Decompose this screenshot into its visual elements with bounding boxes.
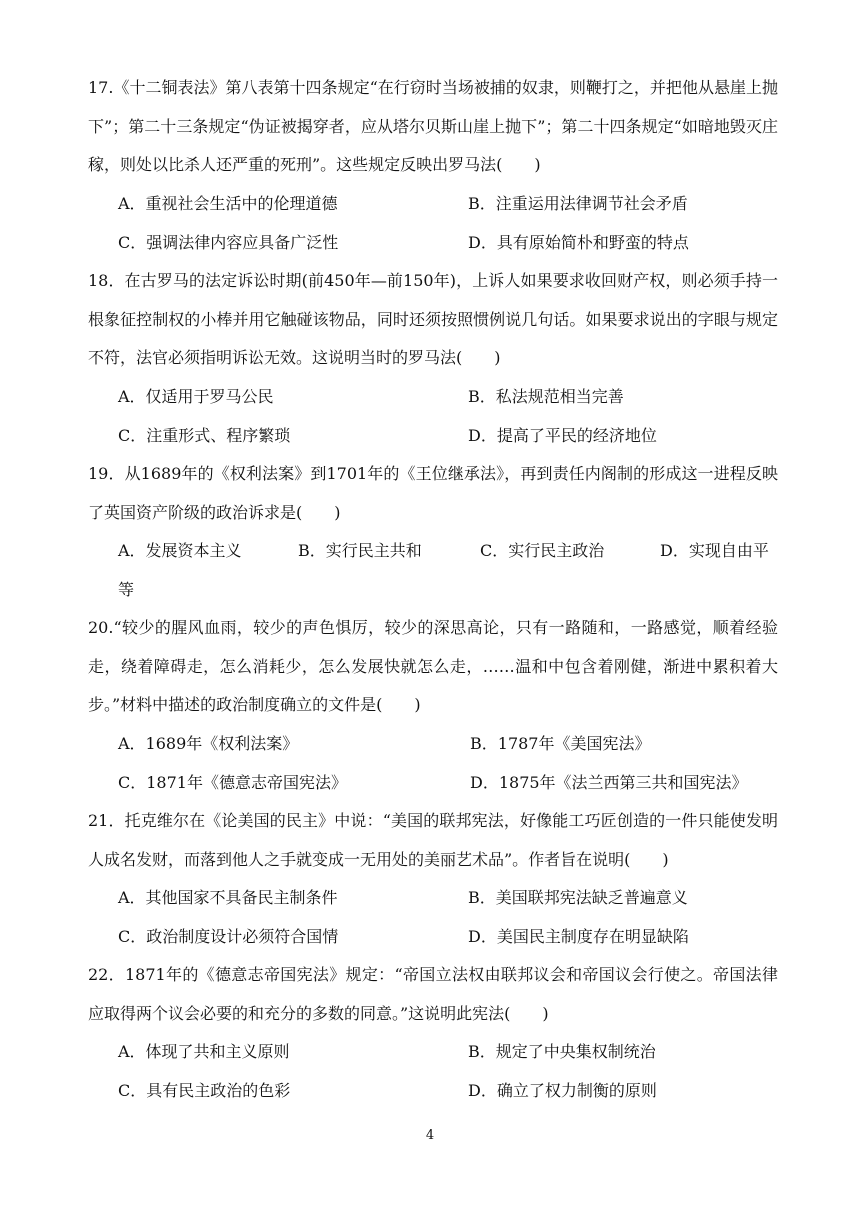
option-b: B．实行民主共和 bbox=[298, 541, 422, 560]
option-a: A．发展资本主义 bbox=[118, 541, 242, 560]
option-a: A．体现了共和主义原则 bbox=[118, 1042, 290, 1061]
question-22-stem: 22．1871年的《德意志帝国宪法》规定：“帝国立法权由联邦议会和帝国议会行使之。帝国法律应取得两个议会必要的和充分的多数的同意。”这说明此宪法( ) bbox=[88, 965, 778, 1023]
question-17-stem: 17.《十二铜表法》第八表第十四条规定“在行窃时当场被捕的奴隶，则鞭打之，并把他从悬崖上抛下”；第二十三条规定“伪证被揭穿者，应从塔尔贝斯山崖上抛下”；第二十四条规定“如暗地毁灭庄稼，则处以比杀人还严重的死刑”。这些规定反映出罗马法( ) bbox=[88, 78, 778, 174]
option-d: D．美国民主制度存在明显缺陷 bbox=[468, 926, 689, 946]
option-c: C．实行民主政治 bbox=[480, 541, 605, 560]
option-b: B．美国联邦宪法缺乏普遍意义 bbox=[468, 888, 688, 907]
option-c: C．强调法律内容应具备广泛性 bbox=[118, 232, 339, 252]
question-19-options bbox=[118, 532, 778, 571]
option-d: D．确立了权力制衡的原则 bbox=[468, 1080, 657, 1100]
question-21-options bbox=[118, 879, 778, 956]
option-a: A．仅适用于罗马公民 bbox=[118, 387, 274, 406]
question-20-options bbox=[118, 725, 778, 802]
option-d: D．1875年《法兰西第三共和国宪法》 bbox=[470, 772, 748, 792]
option-b: B．注重运用法律调节社会矛盾 bbox=[468, 194, 688, 213]
option-d: D．实现自由平 bbox=[660, 541, 769, 560]
option-c: C．政治制度设计必须符合国情 bbox=[118, 926, 339, 946]
question-22-options bbox=[118, 1033, 778, 1110]
option-c: C．1871年《德意志帝国宪法》 bbox=[118, 772, 347, 792]
option-d: D．提高了平民的经济地位 bbox=[468, 425, 657, 445]
option-a: A．重视社会生活中的伦理道德 bbox=[118, 194, 338, 213]
option-b: B．私法规范相当完善 bbox=[468, 387, 624, 406]
page-number: 4 bbox=[425, 1128, 435, 1143]
option-d: D．具有原始简朴和野蛮的特点 bbox=[468, 232, 689, 252]
option-a: A．1689年《权利法案》 bbox=[118, 734, 299, 753]
option-c: C．具有民主政治的色彩 bbox=[118, 1080, 291, 1100]
question-20-stem: 20.“较少的腥风血雨，较少的声色惧厉，较少的深思高论，只有一路随和，一路感觉，顺着经验走，绕着障碍走，怎么消耗少，怎么发展快就怎么走，……温和中包含着刚健，渐进中累积着大步。”材料中描述的政治制度确立的文件是( ) bbox=[88, 618, 778, 714]
option-a: A．其他国家不具备民主制条件 bbox=[118, 888, 338, 907]
option-b: B．规定了中央集权制统治 bbox=[468, 1042, 656, 1061]
option-d-wrap: 等 bbox=[118, 580, 135, 599]
question-18-stem: 18．在古罗马的法定诉讼时期(前450年—前150年)，上诉人如果要求收回财产权，则必须手持一根象征控制权的小棒并用它触碰该物品，同时还须按照惯例说几句话。如果要求说出的字眼与规定不符，法官必须指明诉讼无效。这说明当时的罗马法( ) bbox=[88, 271, 778, 367]
question-19-stem: 19．从1689年的《权利法案》到1701年的《王位继承法》，再到责任内阁制的形成这一进程反映了英国资产阶级的政治诉求是( ) bbox=[88, 464, 778, 522]
option-b: B．1787年《美国宪法》 bbox=[470, 734, 651, 753]
option-c: C．注重形式、程序繁琐 bbox=[118, 425, 291, 445]
question-17-options bbox=[118, 185, 778, 262]
question-21-stem: 21．托克维尔在《论美国的民主》中说：“美国的联邦宪法，好像能工巧匠创造的一件只能使发明人成名发财，而落到他人之手就变成一无用处的美丽艺术品”。作者旨在说明( ) bbox=[88, 811, 778, 869]
question-18-options bbox=[118, 378, 778, 455]
